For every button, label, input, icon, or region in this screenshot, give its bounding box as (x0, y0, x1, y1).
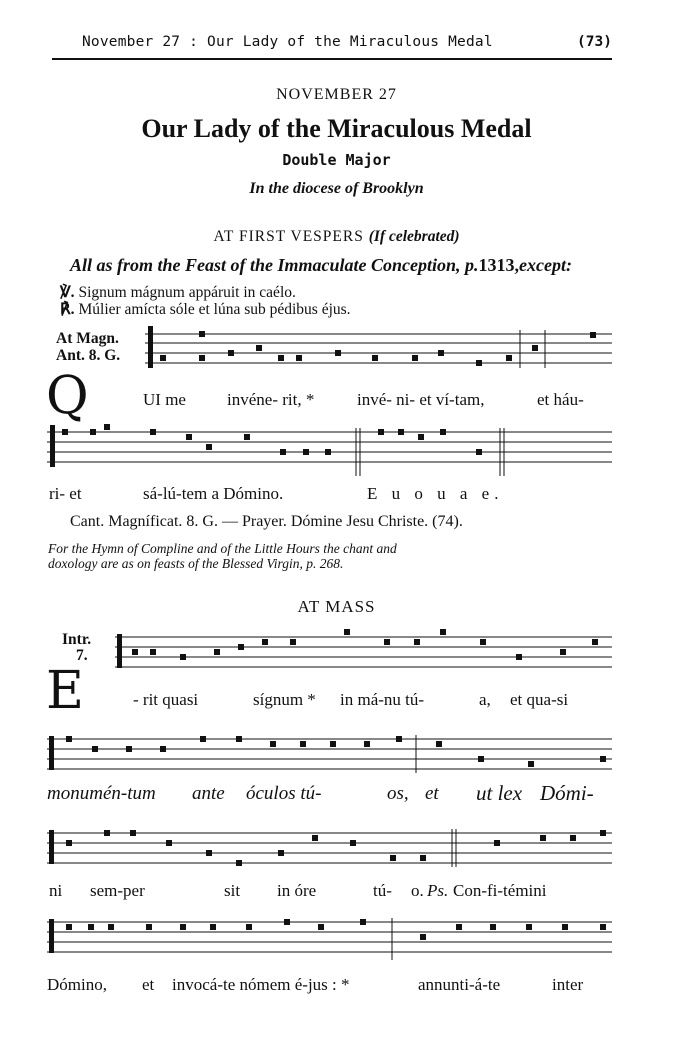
lyric: Ps. (427, 881, 449, 900)
rubric-except: except: (519, 255, 572, 275)
dropcap-e: E (46, 661, 84, 721)
staff-lines-1 (145, 330, 612, 368)
neumes-3 (117, 629, 598, 668)
lyric: sit (224, 881, 241, 900)
feast-title: Our Lady of the Miraculous Medal (141, 114, 532, 143)
diocese-note: In the diocese of Brooklyn (249, 180, 424, 197)
neumes-2 (50, 424, 482, 467)
lyric: - rit quasi (133, 690, 199, 709)
feast-date: NOVEMBER 27 (276, 86, 397, 103)
euouae: E u o u a e. (367, 484, 504, 503)
hymn-rubric-line-1: For the Hymn of Compline and of the Little Hours the chant and (48, 541, 397, 556)
lyric: sem-per (90, 881, 145, 900)
lyric: UI me (143, 390, 186, 409)
lyric: Con-fi-témini (453, 881, 547, 900)
feast-rank: Double Major (282, 151, 391, 169)
lyric: sígnum * (253, 690, 316, 709)
versicle-sign: ℣. (60, 284, 75, 301)
staff-lines-4 (47, 735, 612, 773)
lyric: sá-lú-tem a Dómino. (143, 484, 284, 503)
dropcap-q: Q (46, 366, 89, 426)
hymn-rubric (48, 541, 397, 571)
lyric: in óre (277, 881, 317, 900)
neumes-4 (49, 736, 606, 770)
lyric: ni (49, 881, 63, 900)
lyric: et háu- (537, 390, 584, 409)
canticle-prayer-line: Cant. Magníficat. 8. G. — Prayer. Dómine Jesu Christe. (74). (70, 513, 463, 530)
lyric: et (142, 975, 155, 994)
introit-label: Intr. (62, 631, 92, 648)
lyric: inter (552, 975, 584, 994)
neumes-1 (148, 326, 596, 368)
lyric: ante (192, 783, 225, 804)
lyric: annunti-á-te (418, 975, 501, 994)
lyric: invé- ni- et ví-tam, (357, 390, 485, 409)
running-header: November 27 : Our Lady of the Miraculous Medal (82, 34, 493, 50)
response-text: Múlier amícta sóle et lúna sub pédibus éjus. (78, 301, 351, 318)
lyric: monumén-tum (47, 783, 156, 804)
lyric: invéne- rit, * (227, 390, 315, 409)
lyric: ri- et (49, 484, 82, 503)
rubric-page: 1313, (478, 255, 520, 275)
page-number: (73) (577, 34, 612, 50)
lyric: o. (411, 881, 424, 900)
lyric: Dómi- (540, 781, 594, 805)
mass-heading: AT MASS (297, 597, 376, 616)
lyric: et qua-si (510, 690, 569, 709)
lyric: a, (479, 690, 491, 709)
lyric: in má-nu tú- (340, 690, 425, 709)
lyric: invocá-te nómem é-jus : * (172, 975, 350, 994)
hymn-rubric-line-2: doxology are as on feasts of the Blessed Virgin, p. 268. (48, 556, 344, 571)
staff-lines-3 (115, 637, 612, 667)
introit-mode: 7. (76, 647, 88, 664)
vespers-note: (If celebrated) (368, 228, 460, 245)
versicle-text: Signum mágnum appáruit in caélo. (78, 284, 296, 301)
antiphon-label-mode: Ant. 8. G. (56, 347, 121, 364)
neumes-6 (49, 919, 606, 953)
lyric: Dómino, (47, 975, 107, 994)
lyric: et (425, 783, 439, 804)
lyric: os, (387, 783, 409, 804)
neumes-5 (49, 830, 606, 866)
vespers-title: AT FIRST VESPERS (213, 228, 364, 245)
rubric-text: All as from the Feast of the Immaculate Conception, p. (70, 255, 479, 275)
lyric: óculos tú- (246, 783, 322, 804)
lyric: tú- (373, 881, 392, 900)
antiphon-label-magn: At Magn. (56, 330, 119, 347)
lyric: ut lex (476, 781, 523, 805)
response-sign: ℟. (60, 301, 75, 318)
